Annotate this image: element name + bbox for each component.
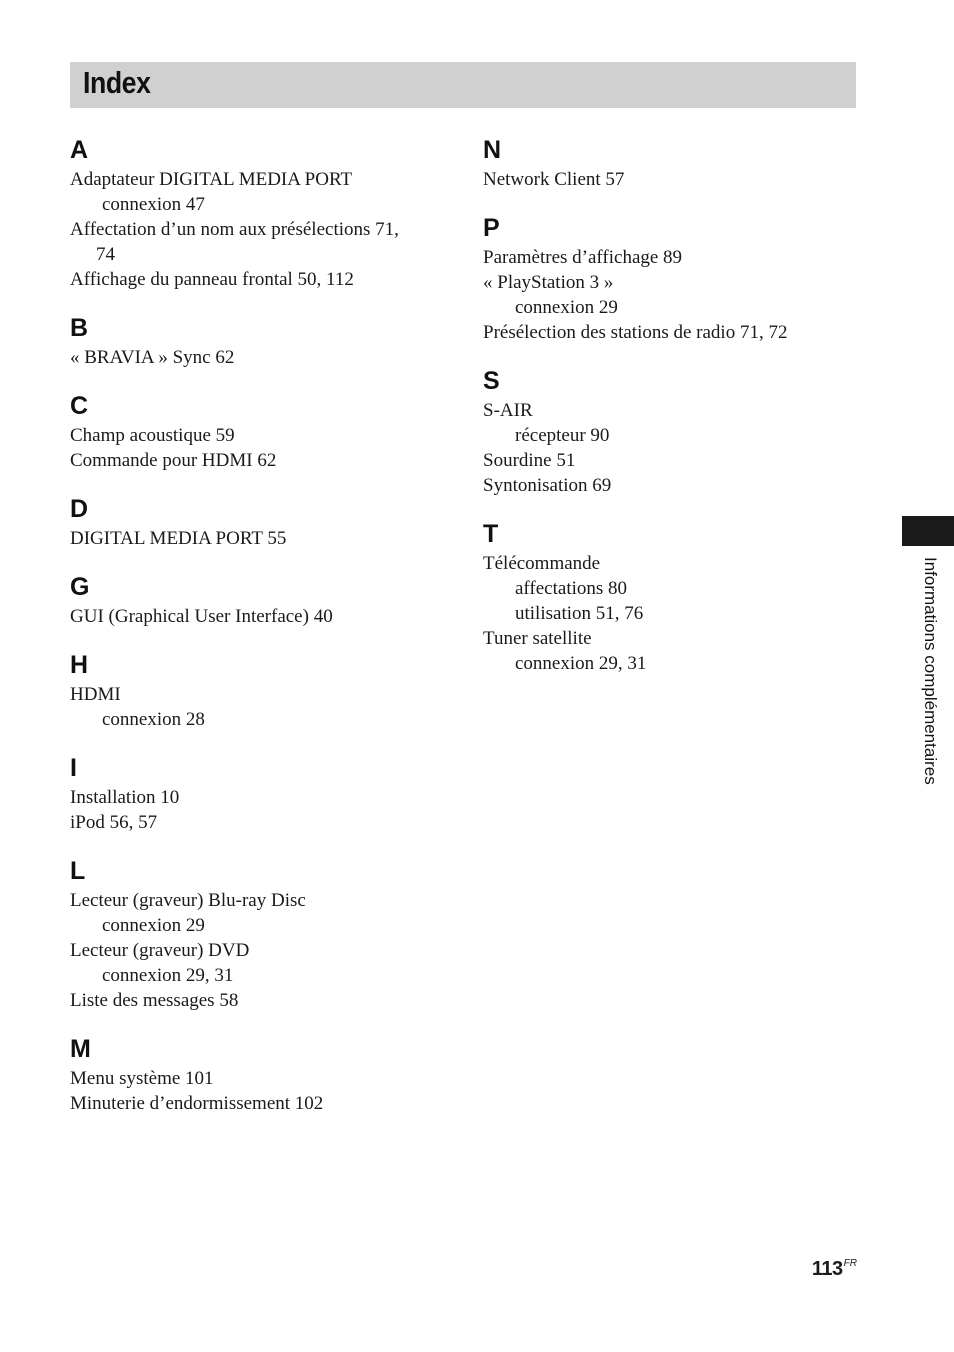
index-subentry: connexion 29, 31 [515, 653, 647, 674]
index-subentry: affectations 80 [515, 578, 628, 599]
section-side-label: Informations complémentaires [921, 557, 940, 785]
index-entry: Installation 10 [70, 787, 180, 808]
index-entry: HDMI [70, 684, 121, 705]
section-letter: M [70, 1035, 91, 1063]
index-entry: GUI (Graphical User Interface) 40 [70, 606, 333, 627]
section-letter: A [70, 136, 89, 164]
index-subentry: connexion 29, 31 [102, 965, 234, 986]
title-bar [70, 62, 856, 108]
index-section-c [70, 389, 450, 473]
index-entry: Network Client 57 [483, 169, 625, 190]
index-entry: Affichage du panneau frontal 50, 112 [70, 269, 354, 290]
index-entry: Paramètres d’affichage 89 [483, 247, 683, 268]
index-column-right [483, 133, 863, 695]
section-letter: C [70, 392, 89, 420]
index-entry: Lecteur (graveur) Blu-ray Disc [70, 890, 306, 911]
index-entry: Présélection des stations de radio 71, 72 [483, 322, 788, 343]
index-entry: Syntonisation 69 [483, 475, 612, 496]
index-entry: Minuterie d’endormissement 102 [70, 1093, 324, 1114]
index-entry: Liste des messages 58 [70, 990, 239, 1011]
page-language-suffix: FR [843, 1258, 857, 1269]
index-subentry: connexion 47 [102, 194, 205, 215]
index-section-m [70, 1032, 450, 1116]
section-letter: L [70, 857, 86, 885]
index-entry: « BRAVIA » Sync 62 [70, 347, 235, 368]
index-entry: Tuner satellite [483, 628, 592, 649]
page-number [812, 1258, 857, 1281]
index-entry: 74 [96, 244, 115, 265]
index-section-p [483, 211, 863, 345]
index-section-s [483, 364, 863, 498]
index-section-h [70, 648, 450, 732]
index-subentry: récepteur 90 [515, 425, 610, 446]
index-entry: Adaptateur DIGITAL MEDIA PORT [70, 169, 353, 190]
section-letter: D [70, 495, 89, 523]
index-section-t [483, 517, 863, 676]
index-column-left [70, 133, 450, 1135]
index-section-g [70, 570, 450, 629]
index-subentry: connexion 29 [515, 297, 618, 318]
index-section-a [70, 133, 450, 292]
index-section-d [70, 492, 450, 551]
index-entry: iPod 56, 57 [70, 812, 158, 833]
section-letter: S [483, 367, 500, 395]
section-letter: G [70, 573, 90, 601]
index-entry: DIGITAL MEDIA PORT 55 [70, 528, 287, 549]
section-tab-marker [902, 516, 954, 546]
index-section-b [70, 311, 450, 370]
index-entry: Champ acoustique 59 [70, 425, 235, 446]
index-subentry: connexion 29 [102, 915, 205, 936]
index-entry: Menu système 101 [70, 1068, 214, 1089]
page-number-value: 113 [811, 1258, 843, 1280]
index-entry: Affectation d’un nom aux présélections 71, [70, 219, 399, 240]
index-entry: Commande pour HDMI 62 [70, 450, 277, 471]
index-section-i [70, 751, 450, 835]
index-section-l [70, 854, 450, 1013]
index-entry: Lecteur (graveur) DVD [70, 940, 250, 961]
section-letter: N [483, 136, 502, 164]
index-entry: S-AIR [483, 400, 533, 421]
index-subentry: connexion 28 [102, 709, 205, 730]
index-subentry: utilisation 51, 76 [515, 603, 644, 624]
section-letter: B [70, 314, 89, 342]
index-entry: Télécommande [483, 553, 601, 574]
section-letter: T [483, 520, 499, 548]
index-section-n [483, 133, 863, 192]
index-entry: « PlayStation 3 » [483, 272, 614, 293]
section-letter: P [483, 214, 500, 242]
page-title: Index [83, 65, 151, 100]
section-letter: I [70, 754, 77, 782]
index-entry: Sourdine 51 [483, 450, 576, 471]
section-letter: H [70, 651, 89, 679]
